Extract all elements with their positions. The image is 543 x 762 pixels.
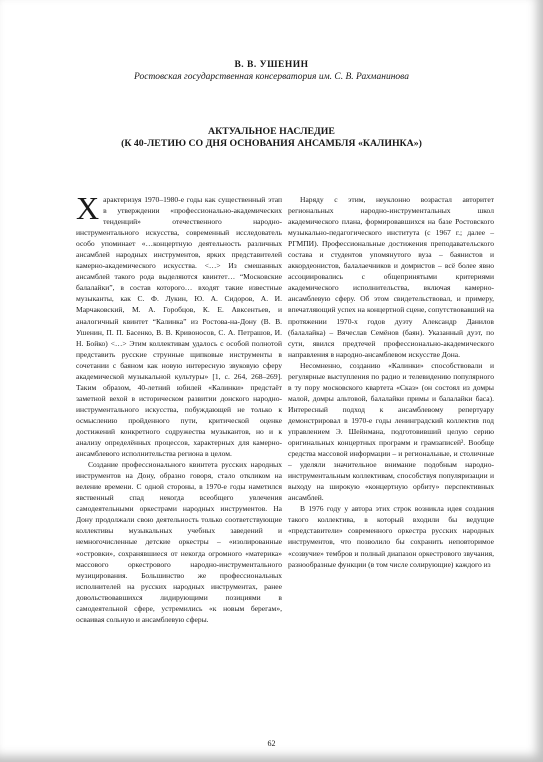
paragraph-3: Наряду с этим, неуклонно возрастал авторитет региональных народно-инструментальных школ академического плана, формировавшихся на базе Ростовского музыкально-педагогического института (с 1967 г.; далее – РГМПИ). Профессиональные достижения преподавательского состава и студентов упомянутого вуза – баянистов и аккордеонистов, балалаечников и домристов – всё более явно ассоциировались с общепринятыми критериями академического исполнительства, включая камерно-ансамблевую сферу. Об этом свидетельствовал, и примеру, впечатляющий успех на концертной сцене, сопутствовавший на протяжении 1970-х годов дуэту Александр Данилов (балалайка) – Вячеслав Семёнов (баян). Указанный дуэт, по сути, явился предтечей профессионально-академического направления в народно-ансамблевом искусстве Дона. — [288, 195, 494, 359]
author-name: В. В. УШЕНИН — [234, 60, 309, 70]
article-title-line-1: АКТУАЛЬНОЕ НАСЛЕДИЕ — [208, 126, 335, 137]
article-title — [0, 126, 543, 150]
paragraph-1-text: арактеризуя 1970–1980-е годы как существенный этап в утверждении «профессионально-академических тенденций» отечественного народно-инструментального искусства, современный исследователь особо упоминает «…концертную деятельность различных ансамблей народных инструментов, ярких представителей камерно-академического искусства. <…> Из смешанных ансамблей такого рода выделяются квинтет… “Московские балалайки”, в состав которого… входят такие известные музыканты, как С. Ф. Лукин, Ю. А. Сидоров, А. И. Марчаковский, М. А. Горобцов, К. Е. Авксентьев, и аналогичный квинтет “Калинка” из Ростова-на-Дону (В. В. Ушенин, П. П. Басенко, В. В. Кривоносов, С. А. Петрашов, И. Н. Бойко) <…> Этим коллективам удалось с особой полнотой представить русские струнные щипковые инструменты в сочетании с баяном как новую интересную звуковую сферу академической музыкальной культуры» [1, с. 264, 268–269]. Таким образом, 40-летний юбилей «Калинки» предстаёт заметной вехой в историческом развитии донского народно-инструментального искусства, побуждающей не только к осмыслению пройденного пути, критической оценке достижений конкретного содружества музыкантов, но и к анализу определённых процессов, характерных для камерно-ансамблевого исполнительства региона в целом. — [76, 195, 282, 459]
paragraph-4: Несомненно, созданию «Калинки» способствовали и регулярные выступления по радио и телевидению популярного в ту пору московского квартета «Сказ» (он состоял из домры малой, домры альтовой, балалайки примы и балалайки баса). Интересный подход к ансамблевому репертуару демонстрировал в 1970-е годы ленинградский коллектив под управлением Э. Шейнмана, подготовивший целую серию оригинальных концертных программ и грамзаписей². Вообще средства массовой информации – и региональные, и столичные – уделяли значительное внимание подобным народно-инструментальным коллективам, способствуя популяризации и выходу на широкую «концертную орбиту» перспективных ансамблей. — [288, 360, 494, 503]
paragraph-1 — [76, 190, 282, 459]
paragraph-2: Создание профессионального квинтета русских народных инструментов на Дону, образно говоря, стало откликом на веление времени. С одной стороны, в 1970-е годы наметился явственный спад некогда всеобщего увлечения самодеятельными оркестрами народных инструментов. На Дону продолжали свою деятельность только соответствующие коллективы музыкальных учебных заведений и немногочисленные детские оркестры – «изолированные «островки», сохранявшиеся от некогда огромного «материка» массового оркестрового народно-инструментального музицирования. Большинство же профессиональных исполнителей на русских народных инструментах, ранее довольствовавшихся лидирующими позициями в самодеятельной сфере, устремились «к новым берегам», осваивая сольную и ансамблевую сферы. — [76, 460, 282, 624]
author-affiliation: Ростовская государственная консерватория им. С. В. Рахманинова — [134, 72, 409, 82]
page-number: 62 — [267, 739, 276, 748]
text-column-right — [288, 194, 494, 570]
text-column-left — [76, 190, 282, 625]
paragraph-5: В 1976 году у автора этих строк возникла идея создания такого коллектива, в который входили бы ведущие «представители» современного оркестра русских народных инструментов, что позволило бы сохранить неповторимое «созвучие» тембров и полный диапазон оркестрового звучания, разнообразные функции (в том числе солирующие) каждого из — [288, 504, 494, 569]
drop-cap: Х — [76, 190, 100, 226]
article-title-line-2: (К 40-ЛЕТИЮ СО ДНЯ ОСНОВАНИЯ АНСАМБЛЯ «КАЛИНКА») — [121, 138, 422, 149]
